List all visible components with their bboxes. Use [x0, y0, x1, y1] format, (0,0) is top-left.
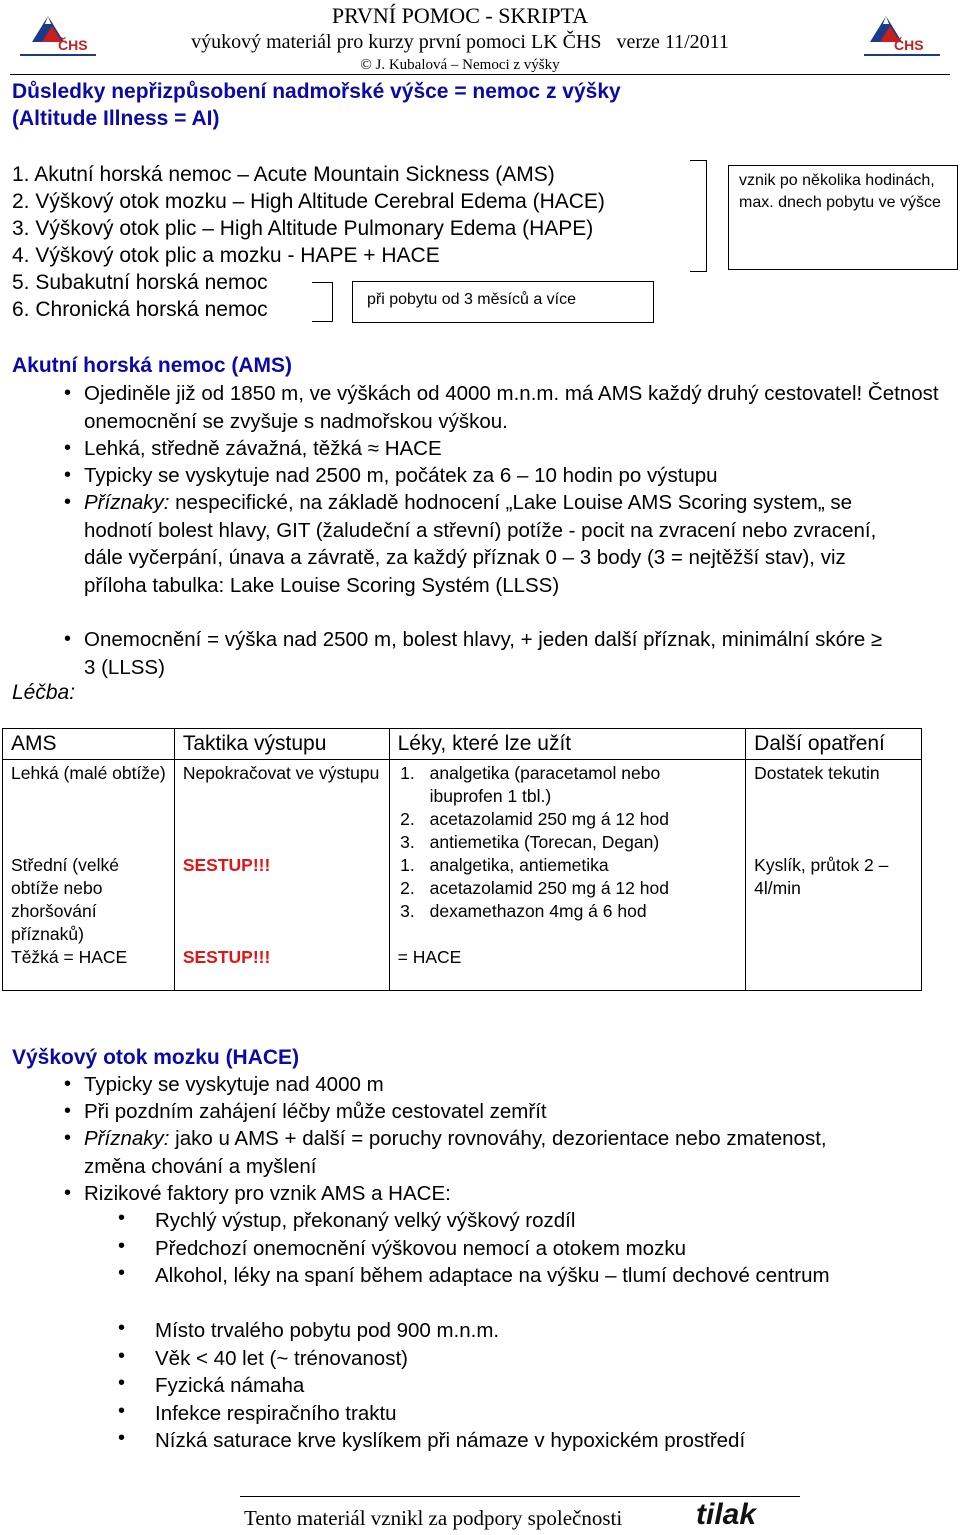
svg-text:ČHS: ČHS — [58, 37, 88, 53]
list-item: • Místo trvalého pobytu pod 900 m.n.m. — [118, 1317, 500, 1342]
chs-logo-right — [860, 10, 950, 62]
list-item: 4. Výškový otok plic a mozku - HAPE + HACE — [12, 244, 440, 267]
table-row — [3, 760, 922, 855]
tactic-cell: SESTUP!!! — [174, 946, 389, 991]
header-copyright: © J. Kubalová – Nemoci z výšky — [360, 57, 560, 73]
ams-bullet-5: Onemocnění = výška nad 2500 m, bolest hlavy, + jeden další příznak, minimální skóre ≥ 3 (LLSS) — [84, 628, 883, 679]
other-cell: Dostatek tekutin — [746, 760, 922, 855]
ams-bullet-1: Ojediněle již od 1850 m, ve výškách od 4000 m.n.m. má AMS každý druhý cestovatel! Četnost onemocnění se zvyšuje s nadmořskou výškou. — [84, 382, 939, 433]
list-item: • Věk < 40 let (~ trénovanost) — [118, 1344, 408, 1370]
list-item: 6. Chronická horská nemoc — [12, 298, 268, 321]
list-item: • Fyzická námaha — [118, 1372, 305, 1397]
list-item: • Nízká saturace krve kyslíkem při námaze v hypoxickém prostředí — [118, 1427, 746, 1452]
list-item: • Alkohol, léky na spaní během adaptace na výšku – tlumí dechové centrum — [118, 1262, 830, 1287]
hace-bullet-3: Příznaky: jako u AMS + další = poruchy rovnováhy, dezorientace nebo zmatenost, změna chování a myšlení — [84, 1127, 827, 1178]
table-header-cell: Taktika výstupu — [174, 729, 389, 760]
ams-bullet-2: Lehká, středně závažná, těžká ≈ HACE — [84, 437, 442, 460]
ams-bullet-3: Typicky se vyskytuje nad 2500 m, počátek za 6 – 10 hodin po výstupu — [84, 464, 718, 487]
svg-text:ČHS: ČHS — [894, 37, 924, 53]
meds-cell: = HACE — [389, 946, 746, 991]
ams-bullet-4: Příznaky: nespecifické, na základě hodnocení „Lake Louise AMS Scoring system„ se hodnotí bolest hlavy, GIT (žaludeční a střevní) potíže - pocit na zvracení nebo zvracení, dále vyčerpání, únava a závratě, za každý příznak 0 – 3 body (3 = nejtěžší stav), viz příloha tabulka: Lake Louise Scoring Systém (LLSS) — [84, 491, 877, 597]
list-item: • Předchozí onemocnění výškovou nemocí a otokem mozku — [118, 1234, 686, 1260]
hace-section-title: Výškový otok mozku (HACE) — [12, 1046, 300, 1069]
svg-text:tilak: tilak — [696, 1498, 757, 1530]
tactic-cell: SESTUP!!! — [174, 854, 389, 946]
hace-bullet-1: Typicky se vyskytuje nad 4000 m — [84, 1073, 384, 1096]
header-subtitle: výukový materiál pro kurzy první pomoci LK ČHS verze 11/2011 — [191, 31, 729, 53]
hace-bullet-2: Při pozdním zahájení léčby může cestovatel zemřít — [84, 1100, 547, 1123]
risk-factor-list — [0, 1207, 960, 1455]
footer-text: Tento materiál vznikl za podpory společnosti — [244, 1506, 623, 1530]
chronic-note-box: při pobytu od 3 měsíců a více — [352, 281, 654, 323]
severity-cell: Těžká = HACE — [3, 946, 175, 991]
page-title: Důsledky nepřizpůsobení nadmořské výšce = nemoc z výšky (Altitude Illness = AI) — [12, 80, 621, 130]
table-header-row — [3, 729, 922, 760]
table-row — [3, 854, 922, 946]
other-cell: Kyslík, průtok 2 – 4l/min — [746, 854, 922, 946]
meds-cell: 1. analgetika (paracetamol nebo ibuprofen 1 tbl.) 2. acetazolamid 250 mg á 12 hod 3. antiemetika (Torecan, Degan) — [389, 760, 746, 855]
other-cell — [746, 946, 922, 991]
table-header-cell: AMS — [3, 729, 175, 760]
list-item: • Rychlý výstup, překonaný velký výškový rozdíl — [118, 1207, 576, 1232]
chs-logo-left — [12, 10, 102, 62]
ams-section-title: Akutní horská nemoc (AMS) — [12, 354, 293, 377]
list-item: 3. Výškový otok plic – High Altitude Pulmonary Edema (HAPE) — [12, 217, 594, 240]
table-header-cell: Léky, které lze užít — [389, 729, 746, 760]
severity-cell: Střední (velké obtíže nebo zhoršování příznaků) — [3, 854, 175, 946]
meds-cell: 1. analgetika, antiemetika 2. acetazolamid 250 mg á 12 hod 3. dexamethazon 4mg á 6 hod — [389, 854, 746, 946]
onset-bracket — [690, 160, 707, 272]
chronic-bracket — [312, 282, 333, 322]
tactic-cell: Nepokračovat ve výstupu — [174, 760, 389, 855]
treatment-label: Léčba: — [12, 681, 76, 704]
list-item: 2. Výškový otok mozku – High Altitude Cerebral Edema (HACE) — [12, 190, 605, 213]
onset-note-box: vznik po několika hodinách, max. dnech pobytu ve výšce — [728, 165, 958, 270]
severity-cell: Lehká (malé obtíže) — [3, 760, 175, 855]
list-item: • Infekce respiračního traktu — [118, 1399, 397, 1425]
hace-bullet-4: Rizikové faktory pro vznik AMS a HACE: — [84, 1182, 451, 1205]
header-title: PRVNÍ POMOC - SKRIPTA — [331, 3, 589, 28]
list-item: 1. Akutní horská nemoc – Acute Mountain Sickness (AMS) — [12, 163, 555, 186]
treatment-table — [2, 728, 922, 991]
header-rule — [10, 74, 950, 75]
list-item: 5. Subakutní horská nemoc — [12, 271, 268, 294]
table-header-cell: Další opatření — [746, 729, 922, 760]
tilak-logo — [696, 1496, 776, 1530]
table-row — [3, 946, 922, 991]
